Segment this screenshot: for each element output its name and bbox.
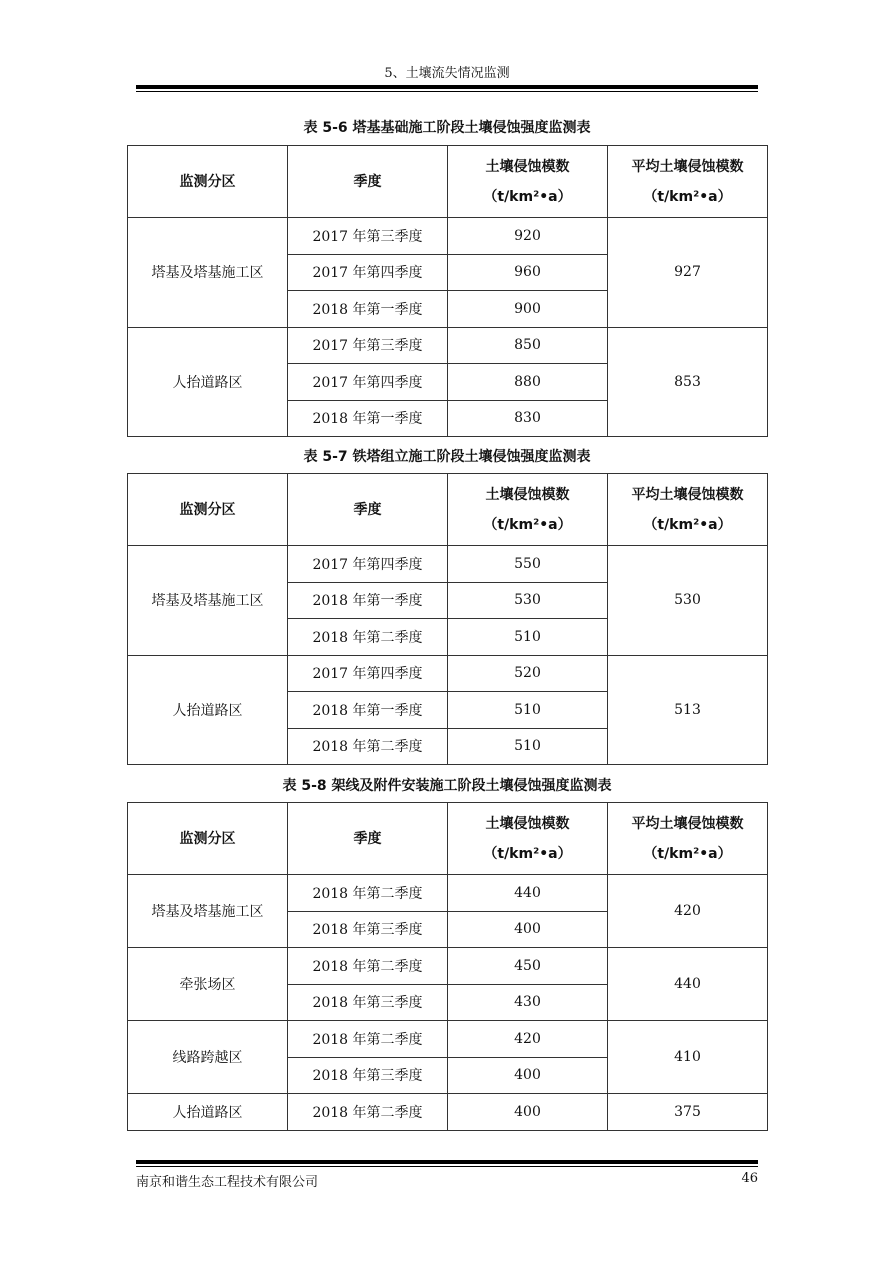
value-cell: 450	[448, 948, 608, 985]
table-header-row	[128, 803, 768, 875]
header-erosion-modulus-unit: （t/km²•a）	[483, 188, 572, 205]
quarter-cell: 2017 年第四季度	[288, 546, 448, 583]
header-erosion-modulus	[448, 146, 608, 218]
table-row	[128, 1021, 768, 1058]
table-row	[128, 655, 768, 692]
header-average-modulus-label: 平均土壤侵蚀模数	[631, 486, 744, 503]
header-erosion-modulus-unit: （t/km²•a）	[483, 516, 572, 533]
header-erosion-modulus	[448, 803, 608, 875]
quarter-cell: 2017 年第四季度	[288, 655, 448, 692]
value-cell: 830	[448, 400, 608, 437]
value-cell: 400	[448, 911, 608, 948]
value-cell: 510	[448, 619, 608, 656]
header-erosion-modulus	[448, 474, 608, 546]
average-cell: 440	[608, 948, 768, 1021]
table-row	[128, 218, 768, 255]
quarter-cell: 2017 年第四季度	[288, 254, 448, 291]
footer-rule-thin	[136, 1166, 758, 1167]
quarter-cell: 2018 年第二季度	[288, 619, 448, 656]
zone-cell: 塔基及塔基施工区	[128, 218, 288, 328]
quarter-cell: 2018 年第二季度	[288, 875, 448, 912]
zone-cell: 塔基及塔基施工区	[128, 875, 288, 948]
average-cell: 420	[608, 875, 768, 948]
quarter-cell: 2017 年第三季度	[288, 327, 448, 364]
average-cell: 927	[608, 218, 768, 328]
company-name: 南京和谐生态工程技术有限公司	[136, 1175, 319, 1190]
table-caption: 表 5-6 塔基基础施工阶段土壤侵蚀强度监测表	[303, 120, 591, 136]
value-cell: 430	[448, 984, 608, 1021]
quarter-cell: 2018 年第一季度	[288, 400, 448, 437]
quarter-cell: 2018 年第一季度	[288, 291, 448, 328]
header-rule-thick	[136, 85, 758, 89]
header-average-modulus	[608, 803, 768, 875]
quarter-cell: 2018 年第三季度	[288, 1057, 448, 1094]
table-header-row	[128, 474, 768, 546]
page-number: 46	[741, 1171, 758, 1186]
table-row	[128, 546, 768, 583]
average-cell: 513	[608, 655, 768, 765]
value-cell: 420	[448, 1021, 608, 1058]
value-cell: 400	[448, 1094, 608, 1131]
table-caption: 表 5-8 架线及附件安装施工阶段土壤侵蚀强度监测表	[282, 778, 612, 794]
quarter-cell: 2018 年第二季度	[288, 948, 448, 985]
value-cell: 900	[448, 291, 608, 328]
table-header-row	[128, 146, 768, 218]
erosion-table-5-6	[127, 145, 768, 437]
value-cell: 550	[448, 546, 608, 583]
value-cell: 530	[448, 582, 608, 619]
value-cell: 880	[448, 364, 608, 401]
header-average-modulus	[608, 474, 768, 546]
table-row	[128, 1094, 768, 1131]
section-title: 5、土壤流失情况监测	[384, 66, 510, 81]
value-cell: 920	[448, 218, 608, 255]
quarter-cell: 2018 年第一季度	[288, 582, 448, 619]
value-cell: 520	[448, 655, 608, 692]
value-cell: 960	[448, 254, 608, 291]
table-row	[128, 327, 768, 364]
table-row	[128, 948, 768, 985]
header-zone: 监测分区	[128, 474, 288, 546]
value-cell: 510	[448, 692, 608, 729]
header-average-modulus-label: 平均土壤侵蚀模数	[631, 815, 744, 832]
header-erosion-modulus-label: 土壤侵蚀模数	[485, 158, 570, 175]
header-zone: 监测分区	[128, 803, 288, 875]
average-cell: 375	[608, 1094, 768, 1131]
zone-cell: 线路跨越区	[128, 1021, 288, 1094]
average-cell: 853	[608, 327, 768, 437]
zone-cell: 人抬道路区	[128, 655, 288, 765]
header-erosion-modulus-label: 土壤侵蚀模数	[485, 815, 570, 832]
average-cell: 530	[608, 546, 768, 656]
erosion-table-5-8	[127, 802, 768, 1131]
average-cell: 410	[608, 1021, 768, 1094]
header-average-modulus	[608, 146, 768, 218]
value-cell: 400	[448, 1057, 608, 1094]
table-row	[128, 875, 768, 912]
quarter-cell: 2018 年第二季度	[288, 728, 448, 765]
value-cell: 850	[448, 327, 608, 364]
quarter-cell: 2017 年第三季度	[288, 218, 448, 255]
quarter-cell: 2018 年第二季度	[288, 1021, 448, 1058]
zone-cell: 牵张场区	[128, 948, 288, 1021]
erosion-table-5-7	[127, 473, 768, 765]
table-caption: 表 5-7 铁塔组立施工阶段土壤侵蚀强度监测表	[303, 449, 591, 465]
header-average-modulus-unit: （t/km²•a）	[643, 516, 732, 533]
quarter-cell: 2017 年第四季度	[288, 364, 448, 401]
header-rule-thin	[136, 91, 758, 92]
header-erosion-modulus-label: 土壤侵蚀模数	[485, 486, 570, 503]
header-average-modulus-label: 平均土壤侵蚀模数	[631, 158, 744, 175]
value-cell: 440	[448, 875, 608, 912]
zone-cell: 人抬道路区	[128, 327, 288, 437]
header-erosion-modulus-unit: （t/km²•a）	[483, 845, 572, 862]
header-quarter: 季度	[288, 474, 448, 546]
header-zone: 监测分区	[128, 146, 288, 218]
footer-rule-thick	[136, 1160, 758, 1164]
quarter-cell: 2018 年第一季度	[288, 692, 448, 729]
header-average-modulus-unit: （t/km²•a）	[643, 188, 732, 205]
quarter-cell: 2018 年第三季度	[288, 984, 448, 1021]
header-quarter: 季度	[288, 146, 448, 218]
zone-cell: 人抬道路区	[128, 1094, 288, 1131]
quarter-cell: 2018 年第二季度	[288, 1094, 448, 1131]
value-cell: 510	[448, 728, 608, 765]
header-quarter: 季度	[288, 803, 448, 875]
zone-cell: 塔基及塔基施工区	[128, 546, 288, 656]
quarter-cell: 2018 年第三季度	[288, 911, 448, 948]
header-average-modulus-unit: （t/km²•a）	[643, 845, 732, 862]
